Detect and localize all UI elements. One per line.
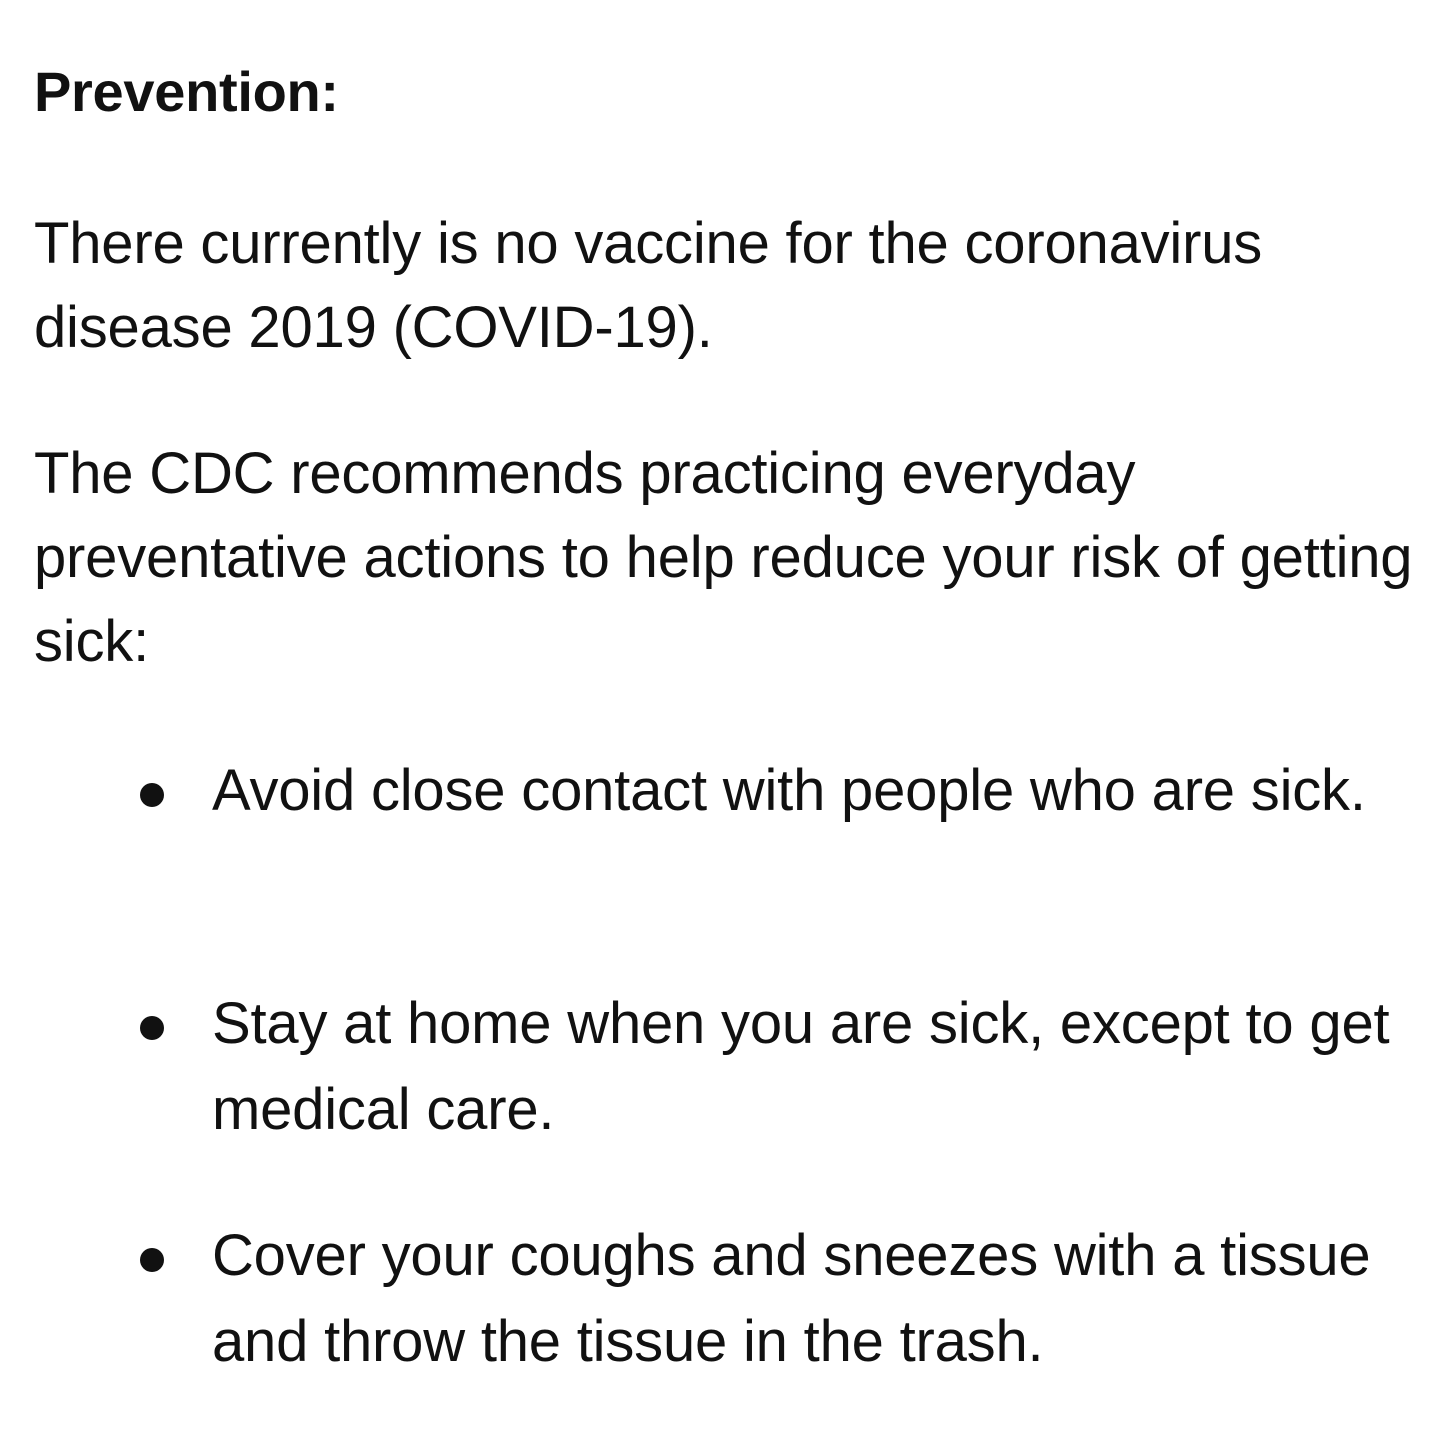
section-heading: Prevention: bbox=[34, 60, 339, 123]
list-item-text: Stay at home when you are sick, except to get medical care. bbox=[212, 991, 1390, 1142]
list-item bbox=[212, 748, 1392, 834]
bullet-dot-icon bbox=[140, 783, 164, 807]
bullet-dot-icon bbox=[140, 1016, 164, 1040]
list-item-text: Avoid close contact with people who are sick. bbox=[212, 758, 1366, 823]
list-item bbox=[212, 1213, 1392, 1385]
paragraph-vaccine: There currently is no vaccine for the coronavirus disease 2019 (COVID-19). bbox=[34, 211, 1263, 360]
list-item bbox=[212, 981, 1392, 1153]
bullet-dot-icon bbox=[140, 1248, 164, 1272]
list-item-text: Cover your coughs and sneezes with a tissue and throw the tissue in the trash. bbox=[212, 1223, 1371, 1374]
paragraph-cdc-recommendation: The CDC recommends practicing everyday preventative actions to help reduce your risk of getting sick: bbox=[34, 441, 1413, 674]
